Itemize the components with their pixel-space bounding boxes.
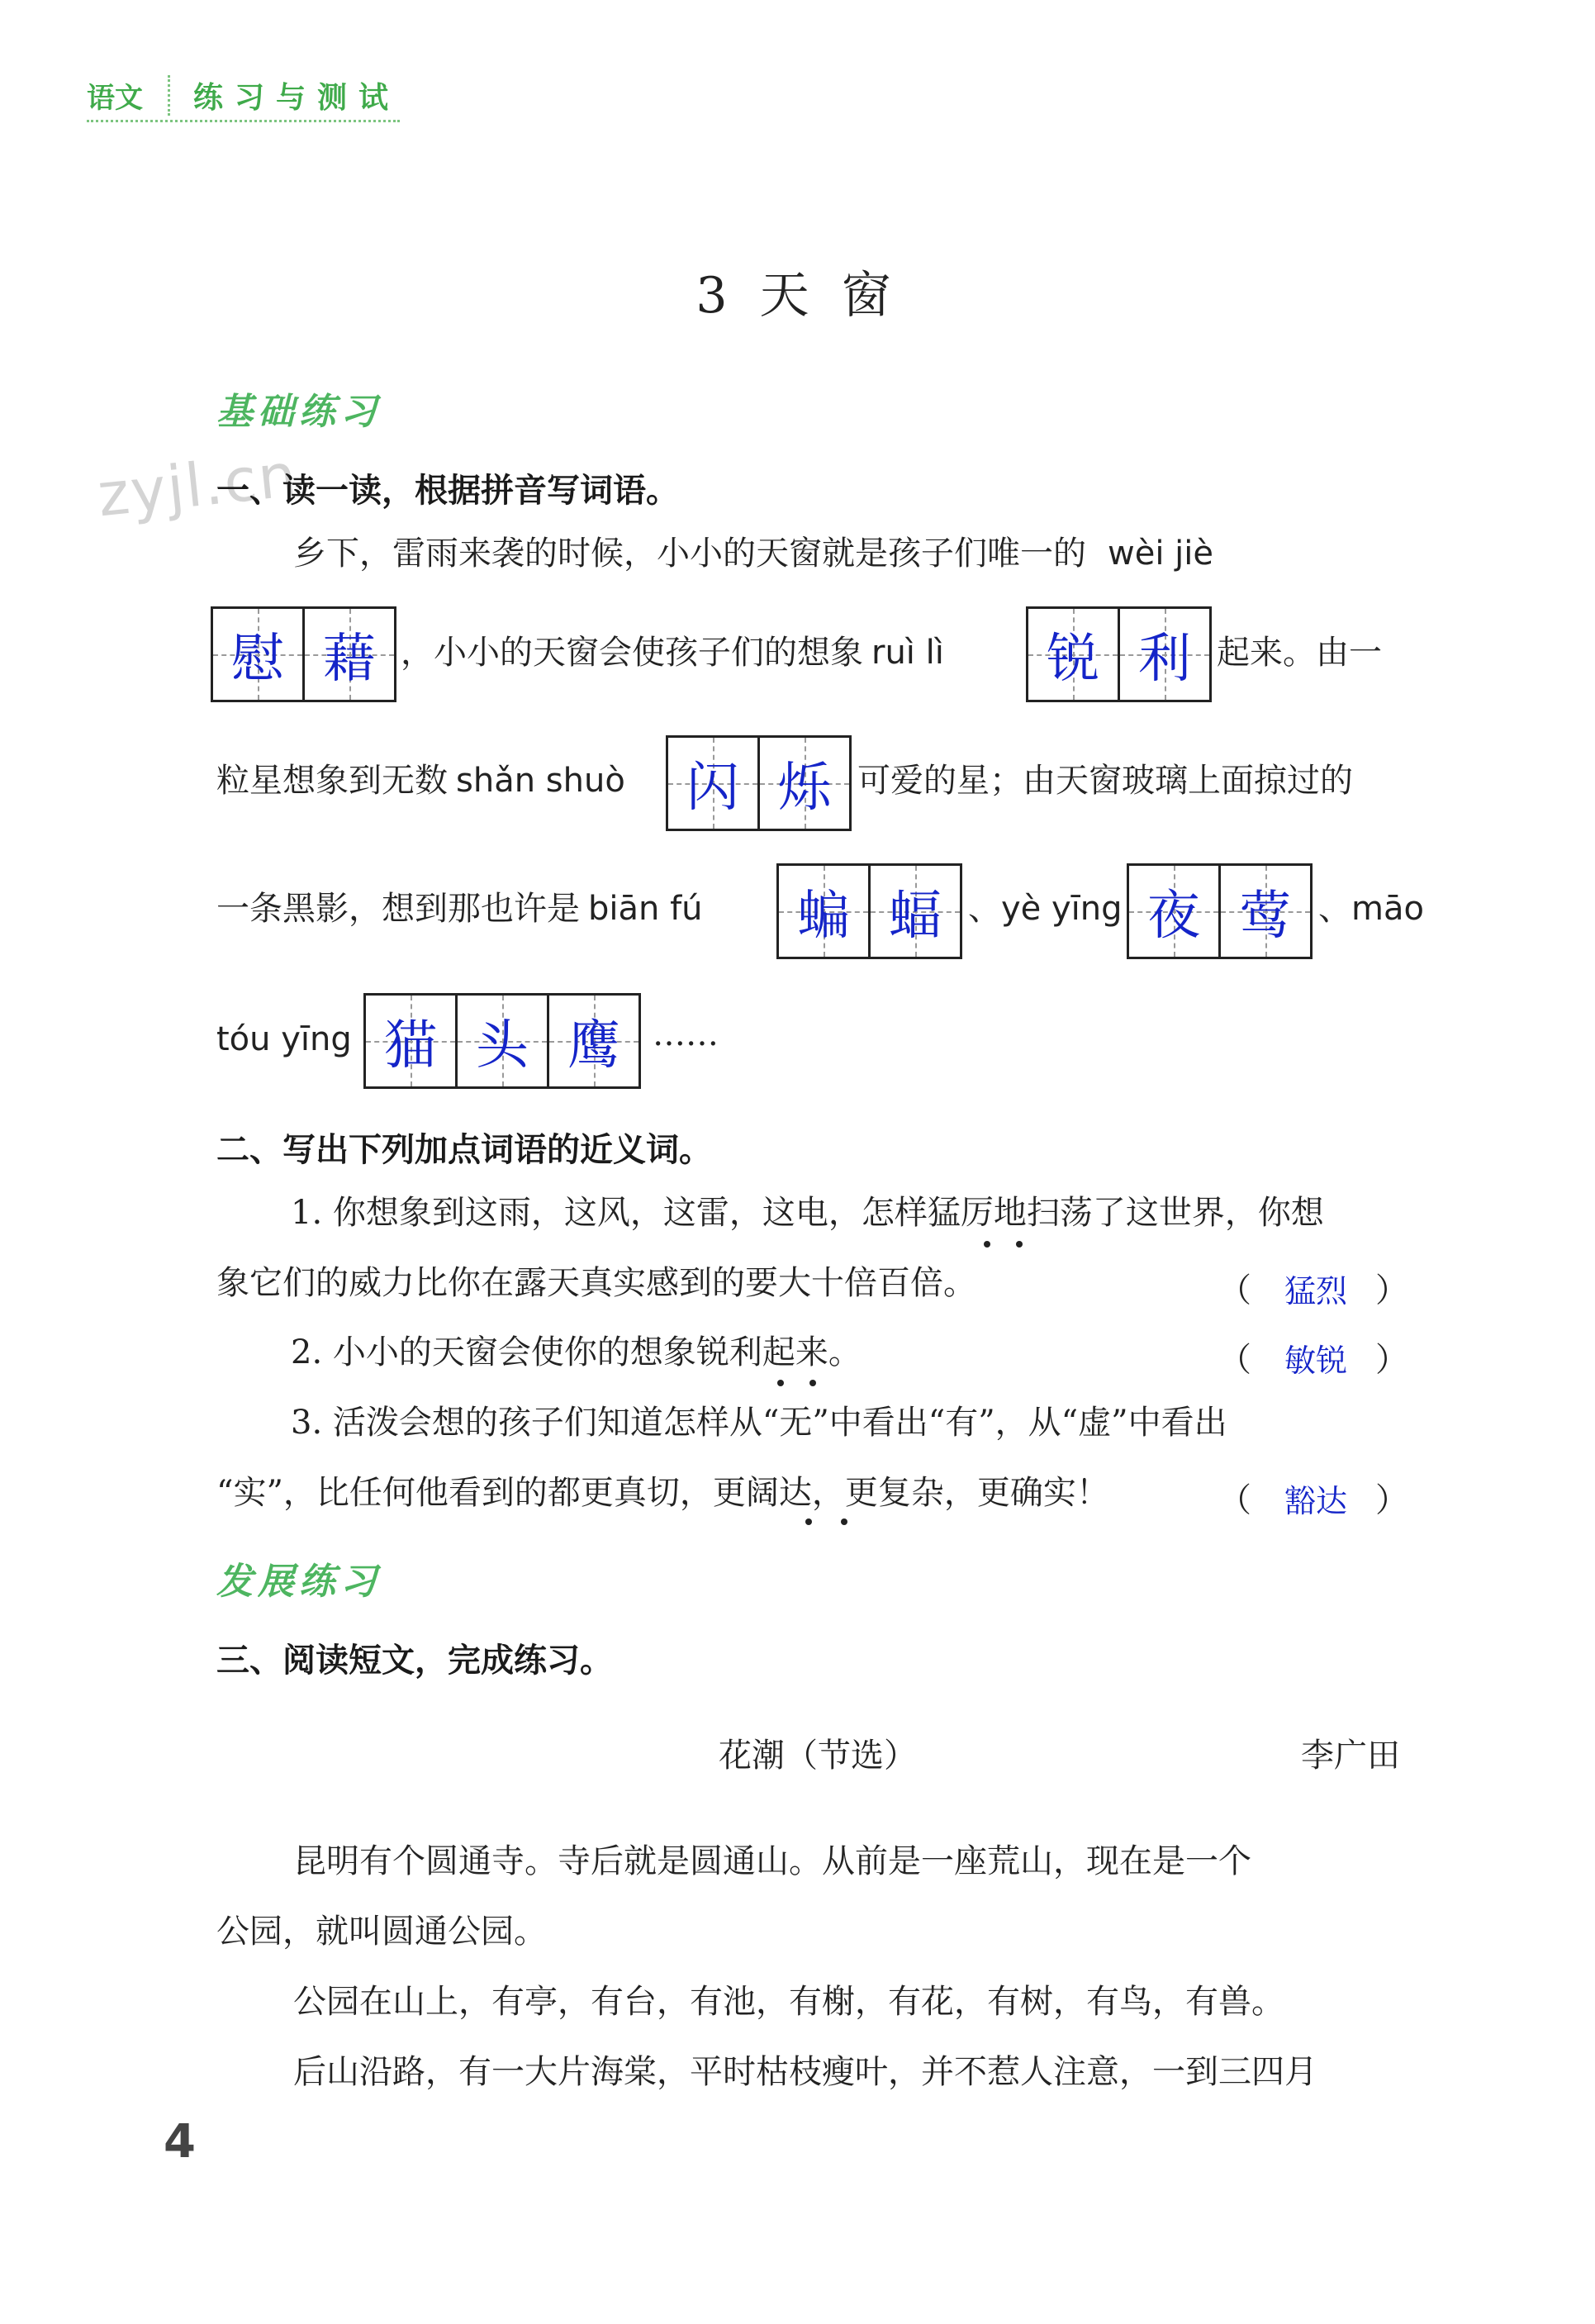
emphasis-dot bbox=[841, 1518, 847, 1525]
paren-close: ） bbox=[1375, 1271, 1408, 1309]
answer-box-weijie[interactable] bbox=[211, 606, 396, 702]
emphasis-dot bbox=[777, 1380, 784, 1386]
pinyin-yeying: yè yīng bbox=[1001, 890, 1123, 928]
q2-item2-line1: 2. 小小的天窗会使你的想象锐利起来。 bbox=[291, 1333, 862, 1371]
paren-open: （ bbox=[1218, 1481, 1251, 1519]
emphasis-dot bbox=[984, 1241, 990, 1248]
q1-line4a-text: 一条黑影，想到那也许是 bbox=[216, 890, 580, 928]
answer-box-maotouying[interactable] bbox=[363, 993, 641, 1089]
answer-cell: 夜 bbox=[1129, 866, 1218, 957]
pinyin-weijie: wèi jiè bbox=[1108, 535, 1213, 573]
answer-cell: 慰 bbox=[213, 609, 302, 700]
answer-cell: 猫 bbox=[366, 996, 455, 1086]
answer-cell: 藉 bbox=[302, 609, 394, 700]
watermark: zyjl.cn bbox=[94, 440, 301, 530]
answer-cell: 烁 bbox=[757, 738, 849, 829]
section-basic: 基础练习 bbox=[216, 391, 382, 433]
q2-item3-line1: 3. 活泼会想的孩子们知道怎样从“无”中看出“有”，从“虚”中看出 bbox=[291, 1404, 1227, 1442]
answer-cell: 蝙 bbox=[779, 866, 868, 957]
article-p1-line1: 昆明有个圆通寺。寺后就是圆通山。从前是一座荒山，现在是一个 bbox=[293, 1842, 1251, 1880]
q1-line2a bbox=[401, 634, 944, 672]
separator: 、 bbox=[968, 890, 1001, 928]
emphasis-dot bbox=[805, 1518, 812, 1525]
article-p1-line2: 公园，就叫圆通公园。 bbox=[216, 1913, 547, 1951]
pinyin-touying: tóu yīng bbox=[216, 1020, 352, 1058]
q2-answer-3[interactable]: 豁达 bbox=[1284, 1483, 1348, 1519]
q3-title: 三、阅读短文，完成练习。 bbox=[216, 1642, 613, 1680]
answer-cell: 莺 bbox=[1218, 866, 1310, 957]
paren-open: （ bbox=[1218, 1341, 1251, 1379]
page-number: 4 bbox=[164, 2115, 196, 2169]
q1-line1-text: 乡下，雷雨来袭的时候，小小的天窗就是孩子们唯一的 bbox=[293, 535, 1086, 573]
answer-box-shanshuo[interactable] bbox=[666, 735, 852, 831]
answer-cell: 锐 bbox=[1028, 609, 1118, 700]
pinyin-ruili: ruì lì bbox=[871, 634, 944, 672]
separator: 、 bbox=[1318, 890, 1351, 928]
q2-answer-2[interactable]: 敏锐 bbox=[1284, 1343, 1348, 1379]
q1-line2b: 起来。由一 bbox=[1217, 634, 1382, 672]
paren-close: ） bbox=[1375, 1481, 1408, 1519]
book-header bbox=[87, 70, 400, 122]
article-p2: 公园在山上，有亭，有台，有池，有榭，有花，有树，有鸟，有兽。 bbox=[293, 1983, 1284, 2021]
header-subject: 语文 bbox=[87, 75, 170, 116]
pinyin-mao: māo bbox=[1351, 890, 1424, 928]
header-book-title: 练习与测试 bbox=[193, 80, 401, 115]
article-p3: 后山沿路，有一大片海棠，平时枯枝瘦叶，并不惹人注意，一到三四月 bbox=[293, 2053, 1317, 2091]
article-author: 李广田 bbox=[1301, 1737, 1400, 1775]
q1-line2a-text: ，小小的天窗会使孩子们的想象 bbox=[401, 634, 863, 672]
answer-box-bianfu[interactable] bbox=[776, 863, 962, 959]
pinyin-bianfu: biān fú bbox=[588, 890, 703, 928]
q1-title: 一、读一读，根据拼音写词语。 bbox=[216, 472, 679, 510]
section-develop: 发展练习 bbox=[216, 1561, 382, 1603]
answer-cell: 蝠 bbox=[868, 866, 960, 957]
q2-item1-line1: 1. 你想象到这雨，这风，这雷，这电，怎样猛厉地扫荡了这世界，你想 bbox=[291, 1194, 1324, 1232]
emphasis-dot bbox=[809, 1380, 816, 1386]
ellipsis: …… bbox=[653, 1015, 719, 1053]
emphasis-dot bbox=[1016, 1241, 1023, 1248]
q1-line3a-text: 粒星想象到无数 bbox=[216, 762, 448, 800]
answer-box-yeying[interactable] bbox=[1127, 863, 1313, 959]
answer-cell: 闪 bbox=[668, 738, 757, 829]
q1-line3b: 可爱的星；由天窗玻璃上面掠过的 bbox=[857, 762, 1353, 800]
pinyin-shanshuo: shǎn shuò bbox=[456, 762, 625, 800]
answer-cell: 头 bbox=[455, 996, 547, 1086]
q1-line4c bbox=[1318, 890, 1424, 928]
q1-line4a bbox=[216, 890, 703, 928]
answer-box-ruili[interactable] bbox=[1026, 606, 1212, 702]
q1-line1 bbox=[293, 535, 1213, 573]
q2-answer-1[interactable]: 猛烈 bbox=[1284, 1273, 1348, 1309]
paren-open: （ bbox=[1218, 1271, 1251, 1309]
paren-close: ） bbox=[1375, 1341, 1408, 1379]
q1-line4b bbox=[968, 890, 1123, 928]
answer-cell: 鹰 bbox=[547, 996, 638, 1086]
answer-cell: 利 bbox=[1118, 609, 1209, 700]
q2-item1-line2: 象它们的威力比你在露天真实感到的要大十倍百倍。 bbox=[216, 1264, 976, 1302]
q1-line3a bbox=[216, 762, 625, 800]
article-title: 花潮（节选） bbox=[719, 1737, 917, 1775]
q2-item3-line2: “实”，比任何他看到的都更真切，更阔达，更复杂，更确实！ bbox=[216, 1474, 1109, 1512]
lesson-title: 3 天 窗 bbox=[695, 267, 900, 325]
q2-title: 二、写出下列加点词语的近义词。 bbox=[216, 1131, 712, 1169]
